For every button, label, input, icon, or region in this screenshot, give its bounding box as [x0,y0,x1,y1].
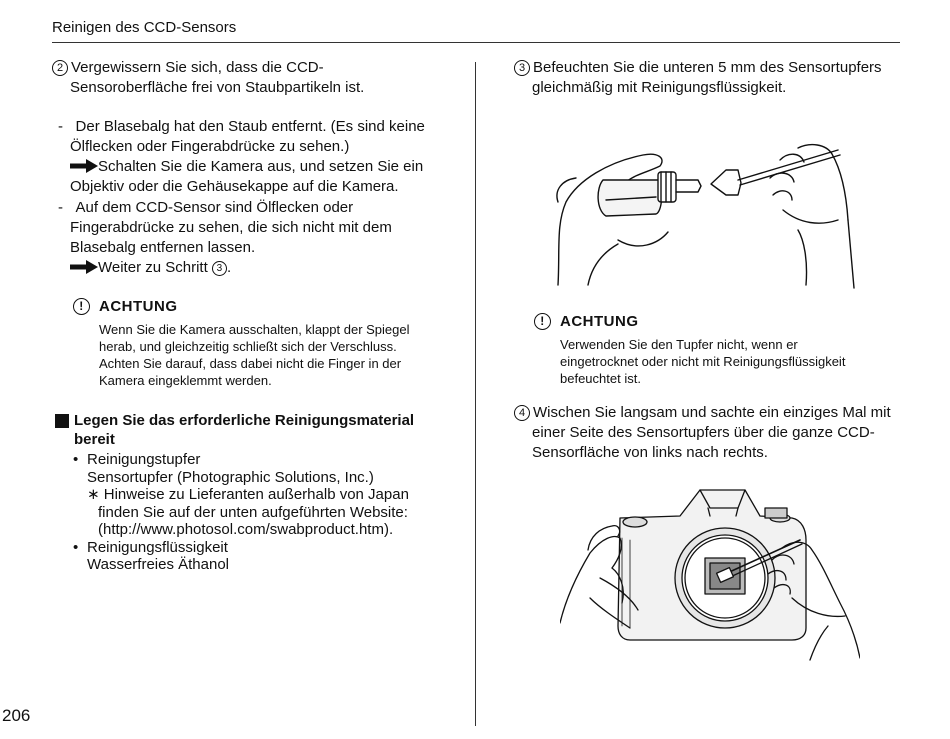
step-4-line-2: einer Seite des Sensortupfers über die ganze CCD- [532,424,875,441]
list-item-fluid-detail: Wasserfreies Äthanol [87,556,230,573]
camera-sensor-cleaning-illustration [560,478,860,663]
caution-icon: ! [534,313,551,330]
step-3-line-2: gleichmäßig mit Reinigungsflüssigkeit. [532,79,787,96]
step-2-number: 2 [52,60,68,76]
case-1 [58,117,425,197]
note-line-2: finden Sie auf der unten aufgeführten Website: [98,503,408,521]
dash-1: - [58,118,63,135]
section-heading-line-2: bereit [74,431,115,448]
caution-box-left [73,298,410,389]
note-line-3: (http://www.photosol.com/swabproduct.htm). [98,521,394,538]
caution-right-line-3: befeuchtet ist. [560,371,641,386]
step-3 [514,58,882,98]
case-1-action-line-1: Schalten Sie die Kamera aus, und setzen Sie ein [98,158,424,175]
caution-left-line-1: Wenn Sie die Kamera ausschalten, klappt der Spiegel [99,322,410,337]
case-1-line-2: Ölflecken oder Fingerabdrücke zu sehen.) [70,138,350,155]
step-4 [514,403,891,463]
case-1-action-line-2: Objektiv oder die Gehäusekappe auf die Kamera. [70,178,399,195]
caution-box-right [534,313,845,387]
caution-title: ACHTUNG [560,313,639,330]
caution-left-line-3: Achten Sie darauf, dass dabei nicht die Finger in der [99,356,402,371]
header-rule [52,42,900,43]
caution-title: ACHTUNG [99,298,178,315]
section-heading-line-1: Legen Sie das erforderliche Reinigungsmaterial [74,412,415,429]
arrow-right-icon [70,159,98,173]
materials-list [72,451,409,574]
case-2-action-end: . [226,259,232,276]
step-3-number: 3 [514,60,530,76]
list-item-swab: • Reinigungstupfer [72,451,409,469]
dash-2: - [58,199,63,216]
step-2-line-2: Sensoroberfläche frei von Staubpartikeln ist. [70,79,365,96]
arrow-right-icon [70,260,98,274]
bottle-and-swab-illustration [548,140,858,290]
note-line-1: ∗ Hinweise zu Lieferanten außerhalb von Japan [87,486,409,503]
section-square-icon [55,414,69,428]
step-2-line-1: Vergewissern Sie sich, dass die CCD- [71,59,324,76]
step-2 [52,58,364,98]
step-4-line-3: Sensorfläche von links nach rechts. [532,444,768,461]
case-2-line-1: Auf dem CCD-Sensor sind Ölflecken oder [75,199,354,216]
section-heading [55,411,414,449]
case-2-action-step: 3 [212,261,227,276]
step-4-number: 4 [514,405,530,421]
step-4-line-1: Wischen Sie langsam und sachte ein einziges Mal mit [533,404,891,421]
caution-left-line-4: Kamera eingeklemmt werden. [99,373,272,388]
page-number: 206 [2,706,31,725]
case-2-line-3: Blasebalg entfernen lassen. [70,239,256,256]
step-3-line-1: Befeuchten Sie die unteren 5 mm des Sensortupfers [533,59,882,76]
case-1-line-1: Der Blasebalg hat den Staub entfernt. (Es sind keine [75,118,425,135]
column-divider [475,62,476,726]
caution-right-line-2: eingetrocknet oder nicht mit Reinigungsflüssigkeit [560,354,846,369]
caution-icon: ! [73,298,90,315]
case-2-action-text: Weiter zu Schritt [98,259,208,276]
list-item-fluid: • Reinigungsflüssigkeit [72,539,409,557]
list-item-swab-detail: Sensortupfer (Photographic Solutions, Inc.) [87,468,374,486]
header-title: Reinigen des CCD-Sensors [52,19,237,36]
caution-right-line-1: Verwenden Sie den Tupfer nicht, wenn er [560,337,798,352]
case-2-line-2: Fingerabdrücke zu sehen, die sich nicht mit dem [70,219,392,236]
case-2 [58,198,392,278]
caution-left-line-2: herab, und gleichzeitig schließt sich der Verschluss. [99,339,397,354]
